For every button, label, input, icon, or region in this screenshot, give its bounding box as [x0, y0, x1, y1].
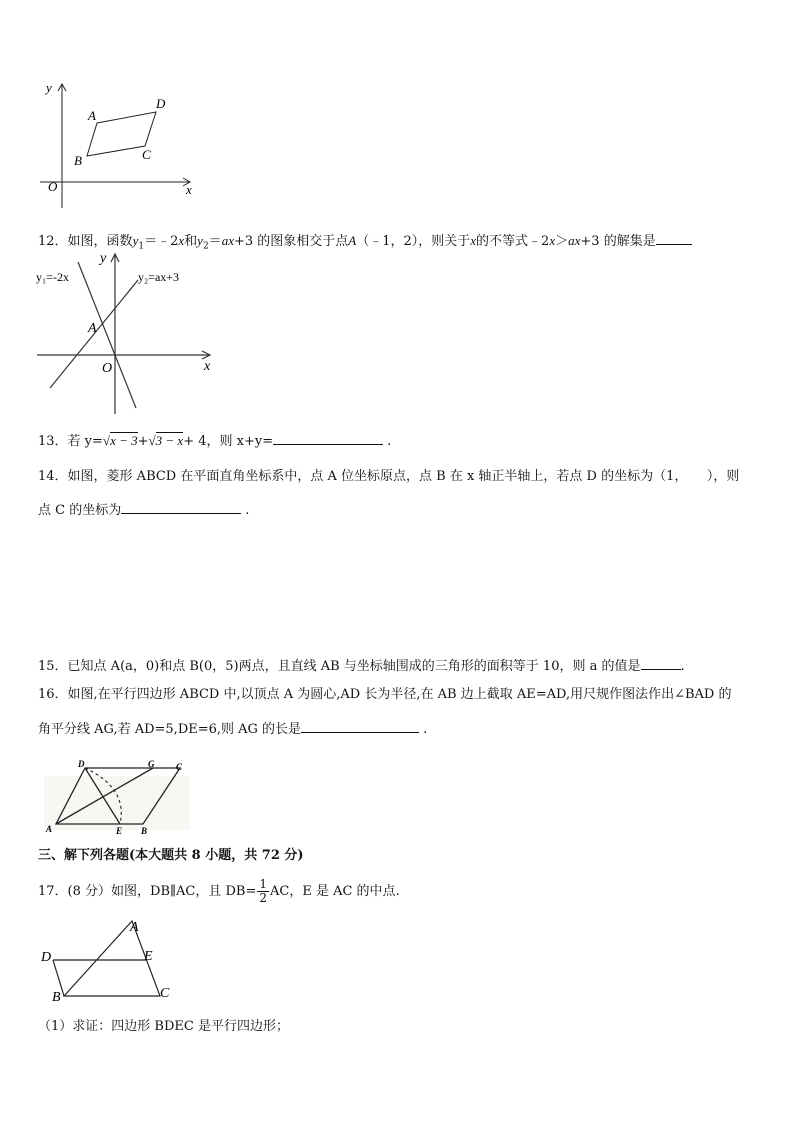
triangle-trapezoid-figure — [36, 915, 186, 1005]
line-y2-label: y₂=ax+3 — [138, 270, 180, 284]
point-c-label: C — [142, 147, 151, 162]
point-a-label: A — [46, 824, 53, 834]
point-a-label: A — [130, 920, 139, 935]
line-y1 — [78, 262, 136, 408]
question-14-line-1: 14．如图，菱形 ABCD 在平面直角坐标系中，点 A 位坐标原点，点 B 在 x 轴正半轴上，若点 D 的坐标为（1， ），则 — [38, 469, 740, 484]
fraction-one-half: $\frac{1}{2}$ — [259, 877, 267, 905]
parallelogram-arc-figure — [40, 758, 200, 838]
point-d-label: D — [41, 950, 52, 965]
question-15: 15．已知点 A(a，0)和点 B(0，5)两点，且直线 AB 与坐标轴围成的三角形的面积等于 10，则 a 的值是 . — [38, 655, 685, 676]
answer-blank-13[interactable] — [273, 430, 383, 445]
question-14-line-2: 点 C 的坐标为 . — [38, 499, 249, 520]
point-c-label: C — [176, 762, 183, 772]
section-3-heading: 三、解下列各题(本大题共 8 小题，共 72 分) — [38, 848, 304, 863]
line-y1-label: y₁=-2x — [36, 270, 69, 284]
question-12: 12．如图，函数$y_1=﹣2x$和$y_2=ax+3$ 的图象相交于点A（﹣1，2），则关于x的不等式﹣2x＞ax+3 的解集是 — [38, 230, 692, 256]
point-a-label: A — [88, 108, 96, 123]
point-c-label: C — [160, 986, 170, 1001]
origin-label: O — [102, 361, 113, 376]
point-b-label: B — [52, 990, 61, 1005]
point-e-label: E — [116, 826, 123, 836]
answer-blank-15[interactable] — [641, 655, 681, 670]
answer-blank-14[interactable] — [121, 499, 241, 514]
radical-2: √3 − x — [148, 433, 184, 448]
point-d-label: D — [78, 759, 85, 769]
origin-label: O — [48, 179, 58, 194]
y-axis-label: y — [46, 80, 52, 95]
question-16-line-2: 角平分线 AG,若 AD=5,DE=6,则 AG 的长是 . — [38, 718, 427, 739]
faded-background — [44, 776, 190, 830]
point-b-label: B — [74, 153, 82, 168]
question-13: 13．若 y=√x − 3+√3 − x+ 4，则 x+y= . — [38, 430, 391, 451]
question-17-part-1: （1）求证：四边形 BDEC 是平行四边形； — [38, 1019, 289, 1034]
point-g-label: G — [148, 759, 155, 769]
answer-blank-16[interactable] — [301, 718, 419, 733]
x-axis-label: x — [186, 182, 192, 197]
point-b-label: B — [141, 826, 148, 836]
radical-1: √x − 3 — [102, 433, 138, 448]
answer-blank-12[interactable] — [656, 230, 692, 245]
two-lines-figure — [32, 248, 222, 418]
point-e-label: E — [144, 949, 153, 964]
point-a-label: A — [88, 321, 97, 336]
parallelogram-axes-figure — [30, 76, 205, 211]
x-axis-label: x — [204, 359, 211, 374]
point-d-label: D — [156, 96, 166, 111]
question-16-line-1: 16．如图,在平行四边形 ABCD 中,以顶点 A 为圆心,AD 长为半径,在 AB 边上截取 AE=AD,用尺规作图法作出∠BAD 的 — [38, 687, 732, 702]
y-axis-label: y — [100, 251, 107, 266]
question-17: 17．(8 分）如图，DB∥AC，且 DB= $\frac{1}{2}$ AC，E 是 AC 的中点. — [38, 877, 400, 905]
